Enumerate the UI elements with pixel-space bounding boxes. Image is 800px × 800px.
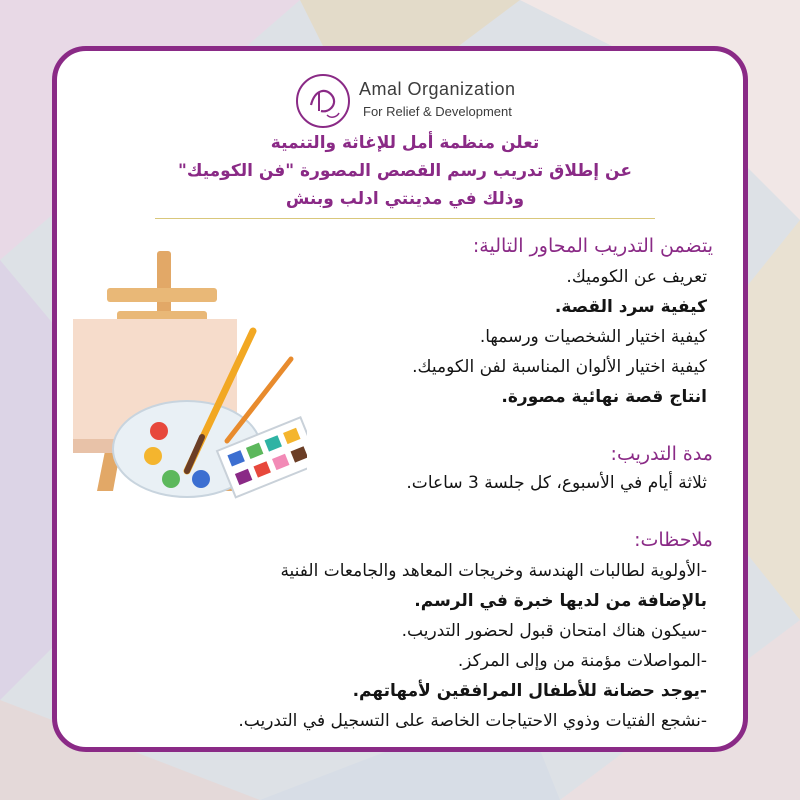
organization-name: Amal Organization bbox=[359, 79, 516, 99]
topic-item: كيفية اختيار الألوان المناسبة لفن الكوميك. bbox=[412, 357, 707, 377]
notes-title: ملاحظات: bbox=[634, 529, 713, 551]
note-item: -يوجد حضانة للأطفال المرافقين لأمهاتهم. bbox=[352, 681, 707, 701]
note-item: -نشجع الفتيات وذوي الاحتياجات الخاصة على التسجيل في التدريب. bbox=[238, 711, 707, 731]
duration-text: ثلاثة أيام في الأسبوع، كل جلسة 3 ساعات. bbox=[406, 473, 707, 493]
divider bbox=[155, 218, 655, 219]
note-item: بالإضافة من لديها خبرة في الرسم. bbox=[414, 591, 707, 611]
topic-item: كيفية سرد القصة. bbox=[554, 297, 707, 317]
organization-subtitle: For Relief & Development bbox=[363, 104, 512, 119]
topic-item: كيفية اختيار الشخصيات ورسمها. bbox=[479, 327, 707, 347]
headline-line-1: تعلن منظمة أمل للإغاثة والتنمية bbox=[270, 133, 540, 153]
topics-title: يتضمن التدريب المحاور التالية: bbox=[472, 235, 713, 257]
organization-logo bbox=[293, 71, 523, 131]
easel-palette-illustration bbox=[67, 241, 307, 531]
headline-line-2: عن إطلاق تدريب رسم القصص المصورة "فن الكوميك" bbox=[178, 161, 632, 181]
note-item: -الأولوية لطالبات الهندسة وخريجات المعاهد والجامعات الفنية bbox=[280, 561, 707, 581]
amal-logo-icon bbox=[293, 71, 353, 131]
note-item: -المواصلات مؤمنة من وإلى المركز. bbox=[457, 651, 707, 671]
headline-line-3: وذلك في مدينتي ادلب وبنش bbox=[285, 189, 525, 209]
note-item: -سيكون هناك امتحان قبول لحضور التدريب. bbox=[401, 621, 707, 641]
announcement-card bbox=[52, 46, 748, 752]
topic-item: تعريف عن الكوميك. bbox=[566, 267, 707, 287]
topic-item: انتاج قصة نهائية مصورة. bbox=[501, 387, 707, 407]
duration-title: مدة التدريب: bbox=[610, 443, 713, 465]
